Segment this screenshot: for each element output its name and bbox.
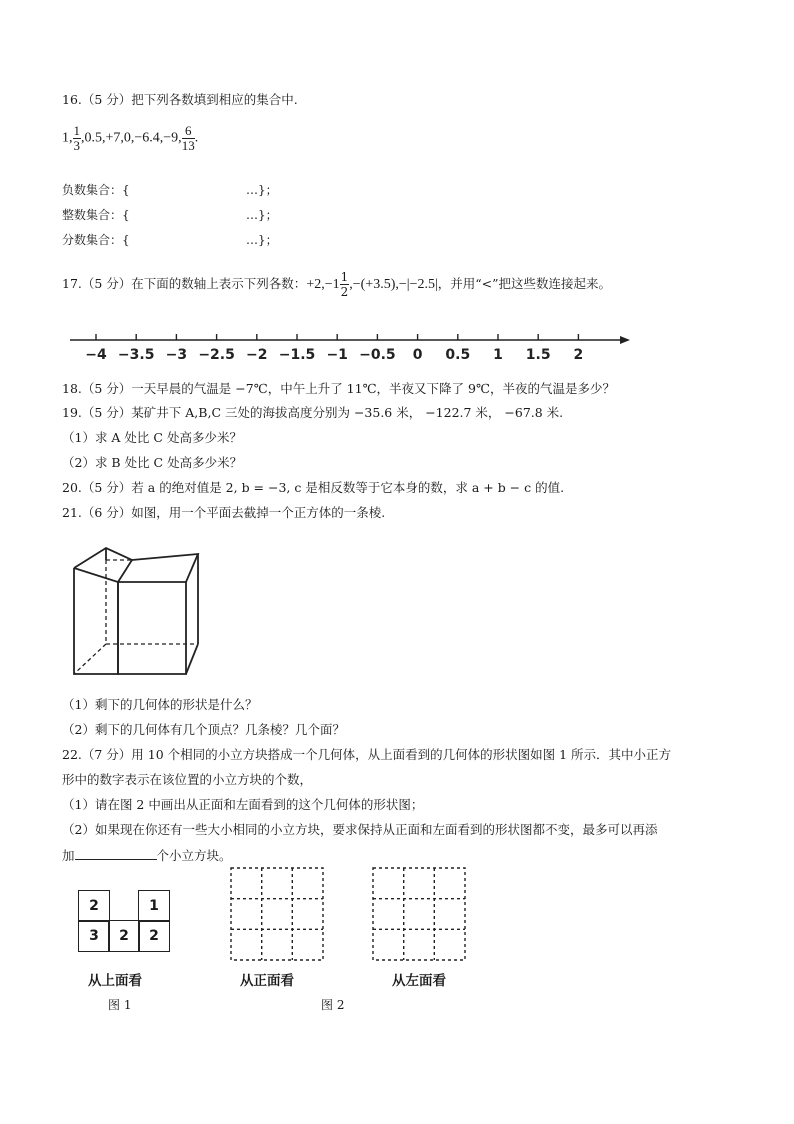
q16-number-list [62,124,198,153]
q22-sub2-prefix: 加 [62,848,75,863]
q22-sub2-fill [62,847,232,864]
number-line-arrow [620,336,630,344]
q16-set-integer-end: …}； [246,208,278,222]
q17-stem-text: 17.（5 分）在下面的数轴上表示下列各数： [62,276,307,291]
top-view-grid [78,890,170,952]
q16-set-negative-end: …}； [246,183,278,197]
fig1-caption: 图 1 [108,998,132,1012]
answer-blank[interactable] [75,847,157,860]
q17-math-b: ,−(+3.5),−|−2.5| [349,277,438,292]
q21-sub1: （1）剩下的几何体的形状是什么？ [62,697,258,712]
q21-sub2: （2）剩下的几何体有几个顶点？几条棱？几个面？ [62,722,345,737]
front-view-drawing-grid[interactable] [230,867,324,961]
number-line-tick-label: −1 [326,347,348,363]
q16-stem: 16.（5 分）把下列各数填到相应的集合中. [62,92,298,107]
q19-sub1: （1）求 A 处比 C 处高多少米？ [62,430,242,445]
q16-fraction-2 [182,124,195,153]
q18-text: 18.（5 分）一天早晨的气温是 −7℃，中午上升了 11℃，半夜又下降了 9℃，半夜的气温是多少？ [62,381,615,396]
q16-set-integer-label: 整数集合：{ [62,208,130,222]
q16-numbers-mid: ,0.5,+7,0,−6.4,−9, [81,130,182,146]
q21-stem: 21.（6 分）如图，用一个平面去截掉一个正方体的一条棱. [62,505,386,520]
q16-set-negative-label: 负数集合：{ [62,183,130,197]
q22-sub1: （1）请在图 2 中画出从正面和左面看到的这个几何体的形状图； [62,797,424,812]
fig2-caption: 图 2 [321,998,345,1012]
top-view-cell: 3 [78,920,110,952]
q22-line1: 22.（7 分）用 10 个相同的小立方块搭成一个几何体，从上面看到的几何体的形状图如图 1 所示．其中小正方 [62,747,672,762]
top-view-cell: 2 [138,920,170,952]
cube-hidden-edges [74,560,198,674]
frac-denominator: 3 [73,138,80,153]
left-view-drawing-grid[interactable] [372,867,466,961]
number-line-tick-label: −4 [85,347,107,363]
label-front-view: 从正面看 [240,973,294,989]
q19-stem: 19.（5 分）某矿井下 A,B,C 三处的海拔高度分别为 −35.6 米， −122.7 米， −67.8 米. [62,405,564,420]
q22-sub2-suffix: 个小立方块。 [156,848,232,863]
number-line-tick-label: −1.5 [278,347,316,363]
number-line-tick-label: −0.5 [359,347,396,363]
cube-solid-edges [74,548,198,674]
frac-numerator: 6 [182,124,195,139]
label-left-view: 从左面看 [392,973,446,989]
number-line-tick-label: 1.5 [525,347,551,363]
q17-stem-tail: ，并用“<”把这些数连接起来。 [437,276,612,291]
number-line-tick-label: −3.5 [117,347,155,363]
q16-numbers-end: . [194,130,199,146]
number-line-tick-label: −2.5 [198,347,235,363]
number-line-tick-label: 1 [493,347,503,363]
q16-set-fraction-label: 分数集合：{ [62,233,130,247]
number-line-tick-label: −3 [165,347,188,363]
number-line-ticks [85,334,583,363]
q20-text: 20.（5 分）若 a 的绝对值是 2, b = −3, c 是相反数等于它本身的数，求 a + b − c 的值. [62,480,565,495]
q16-fraction-1 [73,124,82,153]
q22-sub2: （2）如果现在你还有一些大小相同的小立方块，要求保持从正面和左面看到的形状图都不变，最多可以再添 [62,822,658,837]
q17-stem [62,270,611,299]
q16-set-fraction-end: …}； [246,233,278,247]
number-line-tick-label: −2 [246,347,268,363]
frac-numerator: 1 [340,270,349,284]
number-line-tick-label: 2 [573,347,584,363]
q22-line2: 形中的数字表示在该位置的小立方块的个数， [62,772,313,787]
frac-denominator: 13 [181,138,195,153]
frac-numerator: 1 [73,123,80,138]
top-view-cell: 1 [138,890,170,922]
q17-math-a: +2,−1 [306,277,340,292]
top-view-cell: 2 [108,920,140,952]
q19-sub2: （2）求 B 处比 C 处高多少米？ [62,455,243,470]
label-top-view: 从上面看 [88,973,142,989]
truncated-cube-figure [62,540,232,680]
number-line-tick-label: 0 [412,347,423,363]
number-line-tick-label: 0.5 [445,347,471,363]
q17-fraction [340,270,350,299]
q16-numbers-before: 1, [62,130,73,146]
top-view-cell: 2 [78,890,110,922]
number-line [60,326,640,370]
frac-denominator: 2 [340,285,349,299]
